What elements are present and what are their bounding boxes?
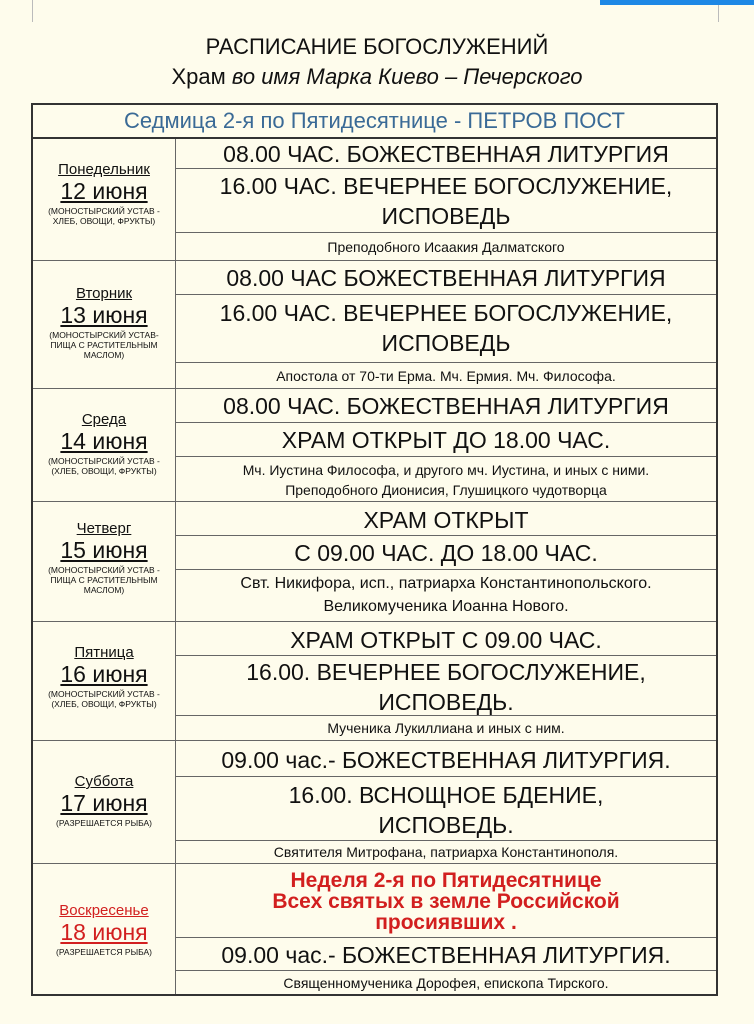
saint-block [176,457,716,502]
day-cell [33,741,175,863]
day-tuesday [33,260,716,388]
day-monday [33,139,716,260]
service-line: 16.00. ВСНОЩНОЕ БДЕНИЕ, [288,782,604,808]
fasting-note: (МОНОСТЫРСКИЙ УСТАВ - ХЛЕБ, ОВОЩИ, ФРУКТЫ) [48,206,160,226]
schedule-table [31,103,718,996]
saint-line [176,233,716,260]
services-cell [175,741,716,863]
day-cell [33,139,175,260]
saint-text: Мч. Иустина Философа, и другого мч. Иустина, и иных с ними. [242,462,650,478]
saint-text: Великомученика Иоанна Нового. [323,598,569,615]
fasting-note: (МОНОСТЫРСКИЙ УСТАВ - (ХЛЕБ, ОВОЩИ, ФРУКТЫ) [48,689,160,709]
day-cell [33,389,175,501]
saint-line [176,841,716,864]
saint-text: Преподобного Исаакия Далматского [327,239,565,255]
saint-text: Святителя Митрофана, патриарха Константинополя. [273,844,619,860]
service-line: 09.00 час.- БОЖЕСТВЕННАЯ ЛИТУРГИЯ. [176,741,716,777]
day-saturday [33,740,716,863]
service-line: ИСПОВЕДЬ. [378,689,514,715]
day-thursday [33,501,716,621]
fasting-note: (МОНОСТЫРСКИЙ УСТАВ- ПИЩА С РАСТИТЕЛЬНЫМ МАСЛОМ) [49,330,159,360]
services-cell [175,622,716,740]
day-date: 18 июня [60,919,148,945]
saint-text: Преподобного Дионисия, Глушицкого чудотворца [285,482,607,498]
services-cell [175,261,716,388]
feast-title: просиявших . [375,911,517,934]
day-friday [33,621,716,740]
day-date: 17 июня [60,790,148,816]
day-name: Среда [81,411,127,428]
services-cell [175,389,716,501]
day-sunday [33,863,716,994]
service-line: 08.00 ЧАС. БОЖЕСТВЕННАЯ ЛИТУРГИЯ [176,139,716,169]
service-line: ХРАМ ОТКРЫТ [176,502,716,536]
feast-title: Неделя 2-я по Пятидесятнице [290,869,602,892]
service-line: С 09.00 ЧАС. ДО 18.00 ЧАС. [176,536,716,570]
day-name: Четверг [76,520,132,537]
top-bar [0,0,754,8]
service-line: 16.00 ЧАС. ВЕЧЕРНЕЕ БОГОСЛУЖЕНИЕ, [219,173,673,199]
service-line: 09.00 час.- БОЖЕСТВЕННАЯ ЛИТУРГИЯ. [176,938,716,971]
service-line: 16.00 ЧАС. ВЕЧЕРНЕЕ БОГОСЛУЖЕНИЕ, [219,300,673,326]
services-cell [175,864,716,994]
service-line: ИСПОВЕДЬ. [378,812,514,838]
day-date: 16 июня [60,661,148,687]
feast-block [176,864,716,938]
page-subtitle [0,64,754,90]
week-header: Седмица 2-я по Пятидесятнице - ПЕТРОВ ПОСТ [33,105,716,139]
service-line: ИСПОВЕДЬ [381,203,511,229]
day-wednesday [33,388,716,501]
service-line: ХРАМ ОТКРЫТ ДО 18.00 ЧАС. [176,423,716,457]
service-block [176,777,716,841]
services-cell [175,139,716,260]
saint-line [176,716,716,741]
fasting-note: (МОНОСТЫРСКИЙ УСТАВ - (ХЛЕБ, ОВОЩИ, ФРУКТЫ) [48,456,160,476]
subtitle-part2: во имя [231,64,307,89]
saint-text: Апостола от 70-ти Ерма. Мч. Ермия. Мч. Философа. [276,368,616,384]
day-name: Пятница [74,644,134,661]
feast-title: Всех святых в земле Российской [272,890,620,913]
day-name: Вторник [75,285,133,302]
day-name: Понедельник [58,161,150,178]
service-block [176,169,716,233]
day-date: 15 июня [60,537,148,563]
service-block [176,295,716,363]
saint-text: Мученика Лукиллиана и иных с ним. [327,720,565,736]
service-line: 08.00 ЧАС. БОЖЕСТВЕННАЯ ЛИТУРГИЯ [176,389,716,423]
top-accent-bar [600,0,754,5]
service-block [176,656,716,716]
edge-tick-left [32,0,33,22]
service-line: ХРАМ ОТКРЫТ С 09.00 ЧАС. [176,622,716,656]
fasting-note: (РАЗРЕШАЕТСЯ РЫБА) [55,947,153,957]
service-line: 16.00. ВЕЧЕРНЕЕ БОГОСЛУЖЕНИЕ, [246,659,646,685]
day-cell [33,502,175,621]
subtitle-part3: Марка Киево – Печерского [306,64,583,89]
day-date: 12 июня [60,178,148,204]
saint-text: Священномученика Дорофея, епископа Тирского. [283,975,609,991]
service-line: ИСПОВЕДЬ [381,330,511,356]
subtitle-part1: Храм [171,64,232,89]
day-name: Суббота [74,773,134,790]
service-line: 08.00 ЧАС БОЖЕСТВЕННАЯ ЛИТУРГИЯ [176,261,716,295]
saint-line [176,363,716,389]
fasting-note: (РАЗРЕШАЕТСЯ РЫБА) [55,818,153,828]
saint-text: Свт. Никифора, исп., патриарха Константинопольского. [240,575,652,592]
day-date: 14 июня [60,428,148,454]
saint-line [176,971,716,995]
day-name: Воскресенье [59,902,149,919]
day-cell [33,864,175,994]
day-cell [33,622,175,740]
saint-block [176,570,716,622]
day-date: 13 июня [60,302,148,328]
services-cell [175,502,716,621]
fasting-note: (МОНОСТЫРСКИЙ УСТАВ - ПИЩА С РАСТИТЕЛЬНЫМ МАСЛОМ) [48,565,160,595]
page-title: РАСПИСАНИЕ БОГОСЛУЖЕНИЙ [205,34,549,59]
day-cell [33,261,175,388]
